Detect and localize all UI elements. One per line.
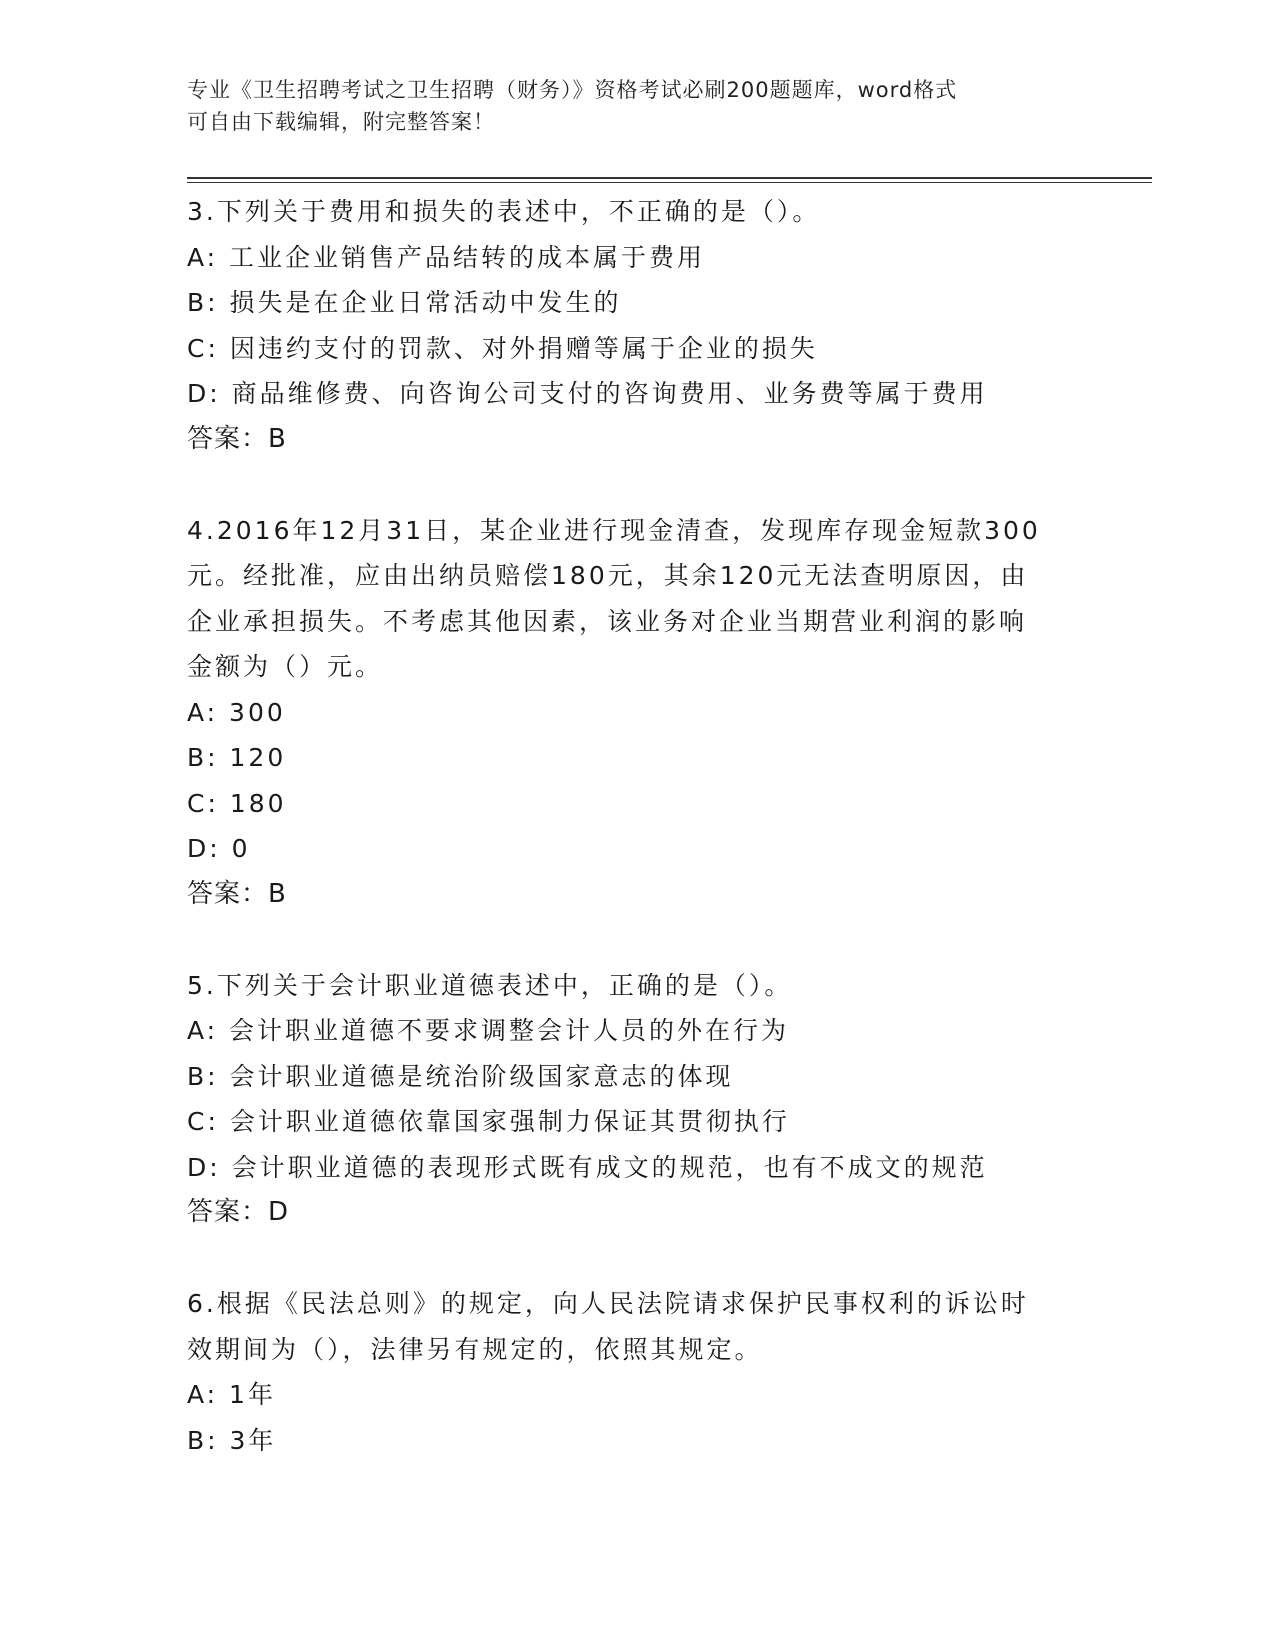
option-b: B: 损失是在企业日常活动中发生的 — [187, 288, 622, 317]
header-line-2: 可自由下载编辑，附完整答案！ — [187, 110, 495, 134]
question-4 — [187, 508, 1067, 918]
option-a: A: 1年 — [187, 1380, 276, 1409]
answer-line: 答案：B — [187, 878, 287, 909]
question-stem: 5.下列关于会计职业道德表述中，正确的是（）。 — [187, 970, 793, 1000]
option-b: B: 120 — [187, 743, 287, 772]
header-divider-thin — [187, 182, 1152, 183]
option-d: D: 0 — [187, 834, 251, 863]
option-b: B: 会计职业道德是统治阶级国家意志的体现 — [187, 1061, 734, 1091]
option-b: B: 3年 — [187, 1425, 277, 1455]
question-stem: 效期间为（），法律另有规定的，依照其规定。 — [187, 1334, 763, 1364]
option-a: A: 工业企业销售产品结转的成本属于费用 — [187, 242, 706, 272]
answer-line: 答案：B — [187, 423, 287, 454]
spacer — [187, 462, 1067, 508]
question-stem: 元。经批准，应由出纳员赔偿180元，其余120元无法查明原因，由 — [187, 561, 1029, 590]
question-3 — [187, 189, 1067, 462]
document-header — [187, 74, 1067, 138]
header-divider-thick — [187, 177, 1152, 179]
question-5 — [187, 963, 1067, 1236]
question-6 — [187, 1281, 1067, 1463]
header-line-1: 专业《卫生招聘考试之卫生招聘（财务）》资格考试必刷200题题库，word格式 — [187, 78, 958, 102]
option-d: D: 会计职业道德的表现形式既有成文的规范，也有不成文的规范 — [187, 1152, 988, 1182]
option-c: C: 因违约支付的罚款、对外捐赠等属于企业的损失 — [187, 333, 818, 363]
question-stem: 4.2016年12月31日，某企业进行现金清查，发现库存现金短款300 — [187, 515, 1041, 545]
option-d: D: 商品维修费、向咨询公司支付的咨询费用、业务费等属于费用 — [187, 379, 988, 408]
answer-line: 答案：D — [187, 1197, 290, 1227]
question-list — [187, 189, 1067, 1463]
option-a: A: 300 — [187, 697, 286, 727]
question-stem: 3.下列关于费用和损失的表述中，不正确的是（）。 — [187, 197, 821, 226]
option-c: C: 180 — [187, 788, 287, 818]
question-stem: 金额为（）元。 — [187, 652, 384, 681]
question-stem: 6.根据《民法总则》的规定，向人民法院请求保护民事权利的诉讼时 — [187, 1289, 1029, 1318]
option-a: A: 会计职业道德不要求调整会计人员的外在行为 — [187, 1016, 790, 1045]
option-c: C: 会计职业道德依靠国家强制力保证其贯彻执行 — [187, 1107, 790, 1136]
question-stem: 企业承担损失。不考虑其他因素，该业务对企业当期营业利润的影响 — [187, 606, 1028, 636]
spacer — [187, 1236, 1067, 1282]
spacer — [187, 917, 1067, 963]
